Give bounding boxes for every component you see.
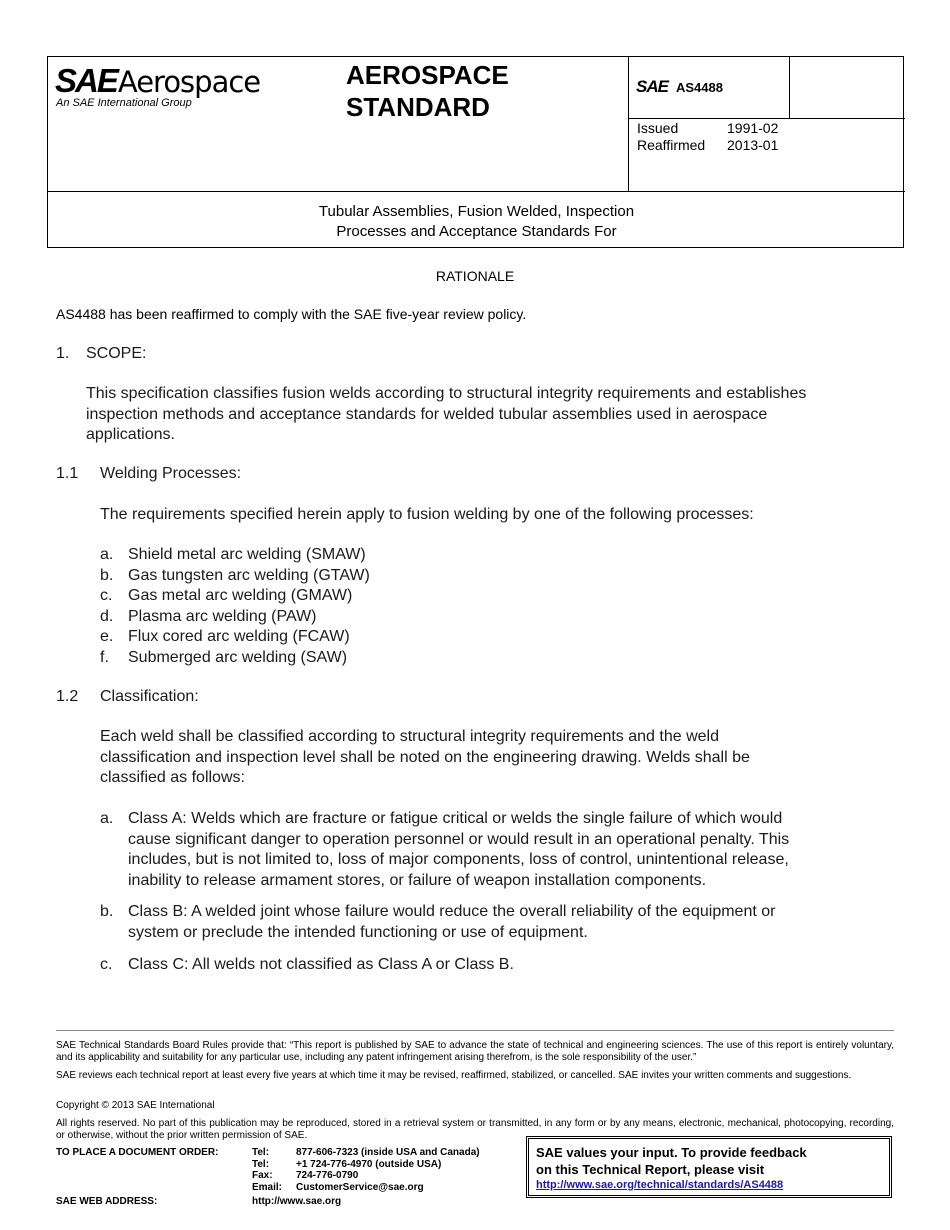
document-title-line: Processes and Acceptance Standards For xyxy=(336,223,617,240)
reaffirmed-value: 2013-01 xyxy=(727,137,779,153)
divider xyxy=(48,191,905,192)
tel-value: 877-606-7323 (inside USA and Canada) xyxy=(296,1147,480,1158)
fax-value: 724-776-0790 xyxy=(296,1170,359,1182)
list-item xyxy=(100,627,370,648)
paragraph-line: applications. xyxy=(86,426,175,443)
class-line: inability to release armament stores, or failure of weapon installation components. xyxy=(128,871,707,889)
copyright: Copyright © 2013 SAE International xyxy=(56,1100,215,1111)
section-title: Classification: xyxy=(100,688,199,705)
classification-intro xyxy=(100,727,750,789)
list-letter: b. xyxy=(100,566,114,584)
standard-title-line: STANDARD xyxy=(346,92,490,122)
list-letter: b. xyxy=(100,903,114,920)
paragraph-line: This specification classifies fusion welds according to structural integrity requirements and establishes xyxy=(86,385,807,402)
class-item xyxy=(100,955,848,976)
logo-sae-text: SAE xyxy=(55,62,117,99)
footer-rule xyxy=(56,1030,894,1031)
list-letter: f. xyxy=(100,648,109,666)
web-link[interactable]: http://www.sae.org xyxy=(252,1196,342,1207)
section-heading xyxy=(56,687,199,707)
section-heading xyxy=(56,344,147,364)
document-title-line: Tubular Assemblies, Fusion Welded, Inspection xyxy=(318,203,635,220)
order-label: TO PLACE A DOCUMENT ORDER: xyxy=(56,1147,219,1158)
class-item xyxy=(100,809,848,891)
tel-label: Tel: xyxy=(252,1147,270,1158)
list-item xyxy=(100,566,370,587)
feedback-link[interactable]: http://www.sae.org/technical/standards/AS4488 xyxy=(536,1179,784,1191)
document-title xyxy=(48,202,905,242)
list-text: Flux cored arc welding (FCAW) xyxy=(128,628,350,645)
logo-subtitle: An SAE International Group xyxy=(56,97,192,109)
section-heading xyxy=(56,464,242,484)
class-item xyxy=(100,902,848,943)
feedback-box xyxy=(526,1136,892,1198)
footer-paragraph: All rights reserved. No part of this publication may be reproduced, stored in a retrieval system or transmitted, in any form or by any means, electronic, mechanical, photocopying, recording, or otherwise, without the prior written permission of SAE. xyxy=(56,1118,894,1141)
document-number: AS4488 xyxy=(675,79,723,95)
email-link[interactable]: CustomerService@sae.org xyxy=(296,1182,424,1194)
divider xyxy=(789,57,790,118)
feedback-text: SAE values your input. To provide feedback xyxy=(536,1145,807,1160)
tel-label: Tel: xyxy=(252,1158,270,1170)
list-item xyxy=(100,607,370,628)
welding-intro: The requirements specified herein apply to fusion welding by one of the following processes: xyxy=(100,506,754,523)
list-item xyxy=(100,648,370,669)
list-item xyxy=(100,586,370,607)
paragraph-line: classified as follows: xyxy=(100,769,245,786)
list-letter: c. xyxy=(100,956,113,973)
welding-process-list xyxy=(100,545,370,668)
class-line: cause significant danger to operation personnel or would result in an operational penalty. This xyxy=(128,830,790,848)
list-letter: a. xyxy=(100,546,114,563)
tel-value: +1 724-776-4970 (outside USA) xyxy=(296,1158,442,1170)
list-text: Gas tungsten arc welding (GTAW) xyxy=(128,566,370,584)
issued-value: 1991-02 xyxy=(727,120,779,136)
list-text: Plasma arc welding (PAW) xyxy=(128,607,317,625)
list-letter: d. xyxy=(100,607,114,625)
document-id xyxy=(636,77,723,97)
standard-title xyxy=(346,59,509,123)
list-letter: c. xyxy=(100,587,113,604)
list-text: Submerged arc welding (SAW) xyxy=(128,648,348,666)
section-title: Welding Processes: xyxy=(100,465,242,482)
rationale-text: AS4488 has been reaffirmed to comply with the SAE five-year review policy. xyxy=(56,306,527,322)
section-title: SCOPE: xyxy=(86,345,147,362)
sae-aerospace-logo xyxy=(55,62,260,109)
paragraph-line: inspection methods and acceptance standards for welded tubular assemblies used in aerospace xyxy=(86,405,768,423)
web-label: SAE WEB ADDRESS: xyxy=(56,1196,158,1207)
rationale-heading: RATIONALE xyxy=(435,268,515,284)
section-number: 1.2 xyxy=(56,688,79,705)
logo-aerospace-text: Aerospace xyxy=(117,65,261,99)
list-text: Shield metal arc welding (SMAW) xyxy=(128,546,366,563)
list-text: Gas metal arc welding (GMAW) xyxy=(128,587,353,604)
fax-label: Fax: xyxy=(252,1170,273,1182)
class-line: system or preclude the intended functioning or use of equipment. xyxy=(128,923,588,941)
footer-paragraph: SAE Technical Standards Board Rules provide that: “This report is published by SAE to advance the state of technical and engineering sciences. The use of this report is entirely voluntary, and its applicability and suitability for any particular use, including any patent infringement arising therefrom, is the sole responsibility of the user.” xyxy=(56,1040,894,1063)
standard-title-line: AEROSPACE xyxy=(346,60,509,90)
scope-paragraph xyxy=(86,384,806,446)
class-line: Class B: A welded joint whose failure would reduce the overall reliability of the equipment or xyxy=(128,903,776,920)
header-box xyxy=(47,56,904,248)
paragraph-line: Each weld shall be classified according to structural integrity requirements and the weld xyxy=(100,728,719,745)
email-label: Email: xyxy=(252,1182,283,1194)
reaffirmed-label: Reaffirmed xyxy=(637,137,706,153)
class-line: Class C: All welds not classified as Class A or Class B. xyxy=(128,956,514,973)
class-line: Class A: Welds which are fracture or fatigue critical or welds the single failure of which would xyxy=(128,810,783,827)
divider xyxy=(628,118,905,119)
paragraph-line: classification and inspection level shall be noted on the engineering drawing. Welds shall be xyxy=(100,748,750,766)
footer-paragraph: SAE reviews each technical report at least every five years at which time it may be revised, reaffirmed, stabilized, or cancelled. SAE invites your written comments and suggestions. xyxy=(56,1070,852,1081)
document-dates xyxy=(637,120,778,154)
list-letter: e. xyxy=(100,628,114,645)
feedback-text: on this Technical Report, please visit xyxy=(536,1162,765,1177)
class-line: includes, but is not limited to, loss of major components, loss of control, unintentional release, xyxy=(128,851,789,868)
list-item xyxy=(100,545,370,566)
section-number: 1.1 xyxy=(56,465,79,482)
section-number: 1. xyxy=(56,345,70,362)
issued-label: Issued xyxy=(637,120,679,136)
list-letter: a. xyxy=(100,810,114,827)
sae-mini-logo: SAE xyxy=(636,77,668,96)
divider xyxy=(628,57,629,191)
